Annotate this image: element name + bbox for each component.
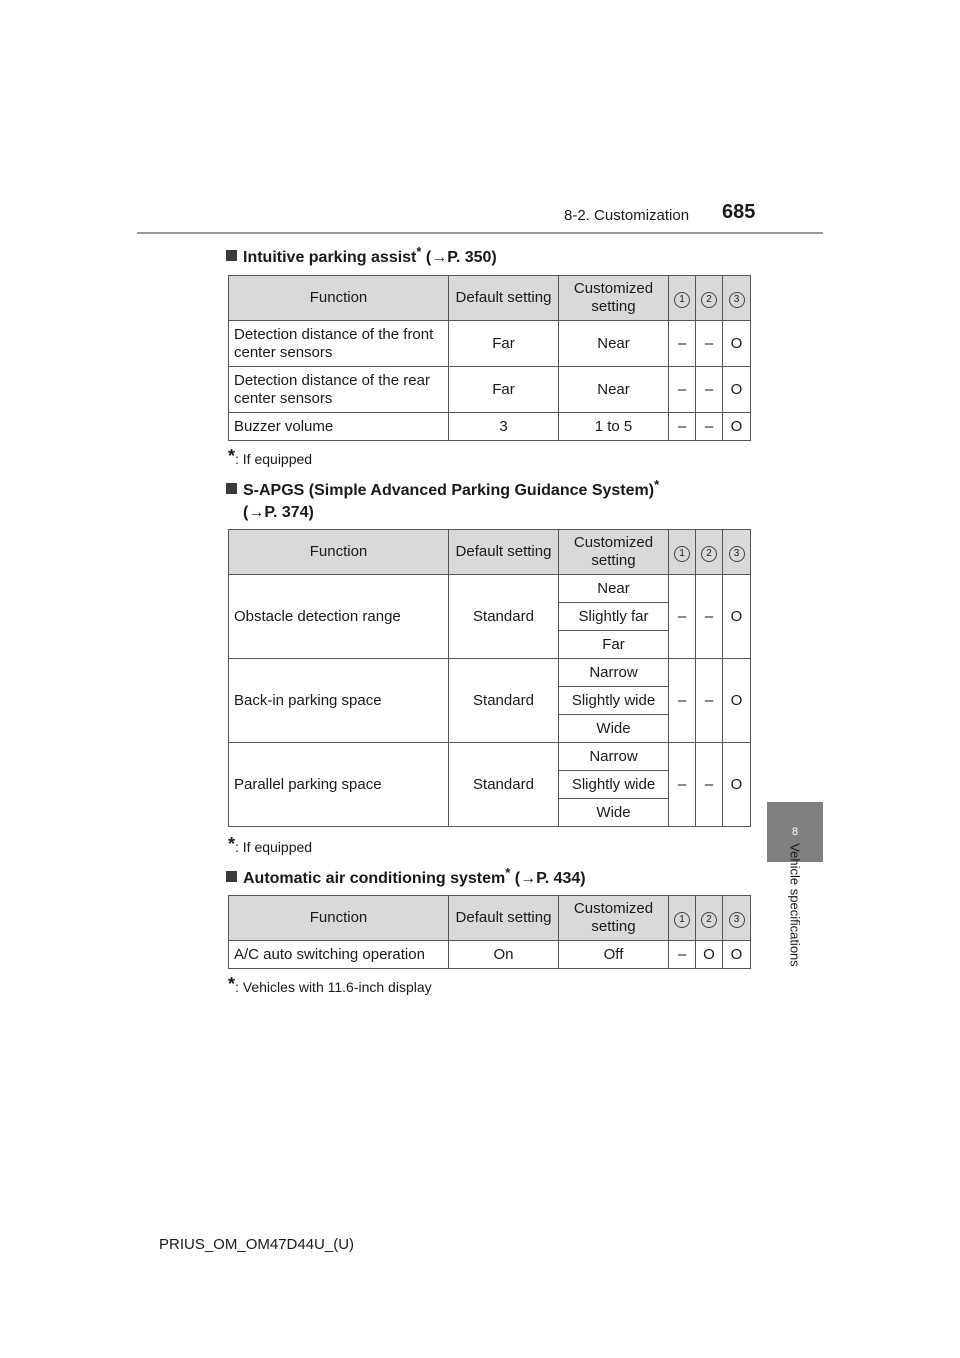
air-conditioning-table <box>228 895 751 969</box>
header-function: Function <box>229 896 449 941</box>
header-default: Default setting <box>449 276 559 321</box>
header-col-1: 1 <box>669 896 696 941</box>
header-col-2: 2 <box>696 896 723 941</box>
table-header-row <box>229 276 751 321</box>
header-customized: Customized setting <box>559 276 669 321</box>
table-row: Buzzer volume 3 1 to 5 – – O <box>229 413 751 441</box>
header-col-3: 3 <box>723 896 751 941</box>
footnote-sapgs: *: If equipped <box>228 834 313 855</box>
table-row: Back-in parking space Standard Narrow – – O <box>229 659 751 687</box>
header-col-2: 2 <box>696 530 723 575</box>
table-row: Far <box>229 631 751 659</box>
chapter-label: Vehicle specifications <box>787 843 803 967</box>
section-heading-parking-assist: Intuitive parking assist* (→P. 350) <box>226 241 497 269</box>
square-bullet-icon <box>226 250 237 261</box>
chapter-tab: 8 <box>767 802 823 862</box>
footnote-parking-assist: *: If equipped <box>228 446 313 467</box>
section-heading-sapgs: S-APGS (Simple Advanced Parking Guidance System)* (→P. 374) <box>226 474 659 524</box>
table-row: Wide <box>229 715 751 743</box>
section-heading-air-conditioning: Automatic air conditioning system* (→P. 434) <box>226 862 586 890</box>
header-function: Function <box>229 276 449 321</box>
sapgs-table <box>228 529 751 827</box>
header-col-1: 1 <box>669 530 696 575</box>
square-bullet-icon <box>226 871 237 882</box>
header-divider <box>137 232 823 234</box>
table-header-row <box>229 530 751 575</box>
header-function: Function <box>229 530 449 575</box>
header-col-3: 3 <box>723 276 751 321</box>
document-code: PRIUS_OM_OM47D44U_(U) <box>159 1236 355 1253</box>
square-bullet-icon <box>226 483 237 494</box>
parking-assist-table <box>228 275 751 441</box>
page-number: 685 <box>722 201 756 223</box>
table-row: Detection distance of the front center sensors Far Near – – O <box>229 321 751 367</box>
table-row: Slightly far <box>229 603 751 631</box>
table-row: Slightly wide <box>229 687 751 715</box>
table-row: Parallel parking space Standard Narrow – – O <box>229 743 751 771</box>
header-default: Default setting <box>449 530 559 575</box>
header-col-2: 2 <box>696 276 723 321</box>
header-col-3: 3 <box>723 530 751 575</box>
table-header-row <box>229 896 751 941</box>
table-row: Slightly wide <box>229 771 751 799</box>
header-customized: Customized setting <box>559 896 669 941</box>
table-row: Obstacle detection range Standard Near – – O <box>229 575 751 603</box>
header-col-1: 1 <box>669 276 696 321</box>
section-title: 8-2. Customization <box>564 207 690 224</box>
table-row: A/C auto switching operation On Off – O O <box>229 941 751 969</box>
header-customized: Customized setting <box>559 530 669 575</box>
footnote-air-conditioning: *: Vehicles with 11.6-inch display <box>228 974 432 995</box>
table-row: Wide <box>229 799 751 827</box>
table-row: Detection distance of the rear center sensors Far Near – – O <box>229 367 751 413</box>
header-default: Default setting <box>449 896 559 941</box>
